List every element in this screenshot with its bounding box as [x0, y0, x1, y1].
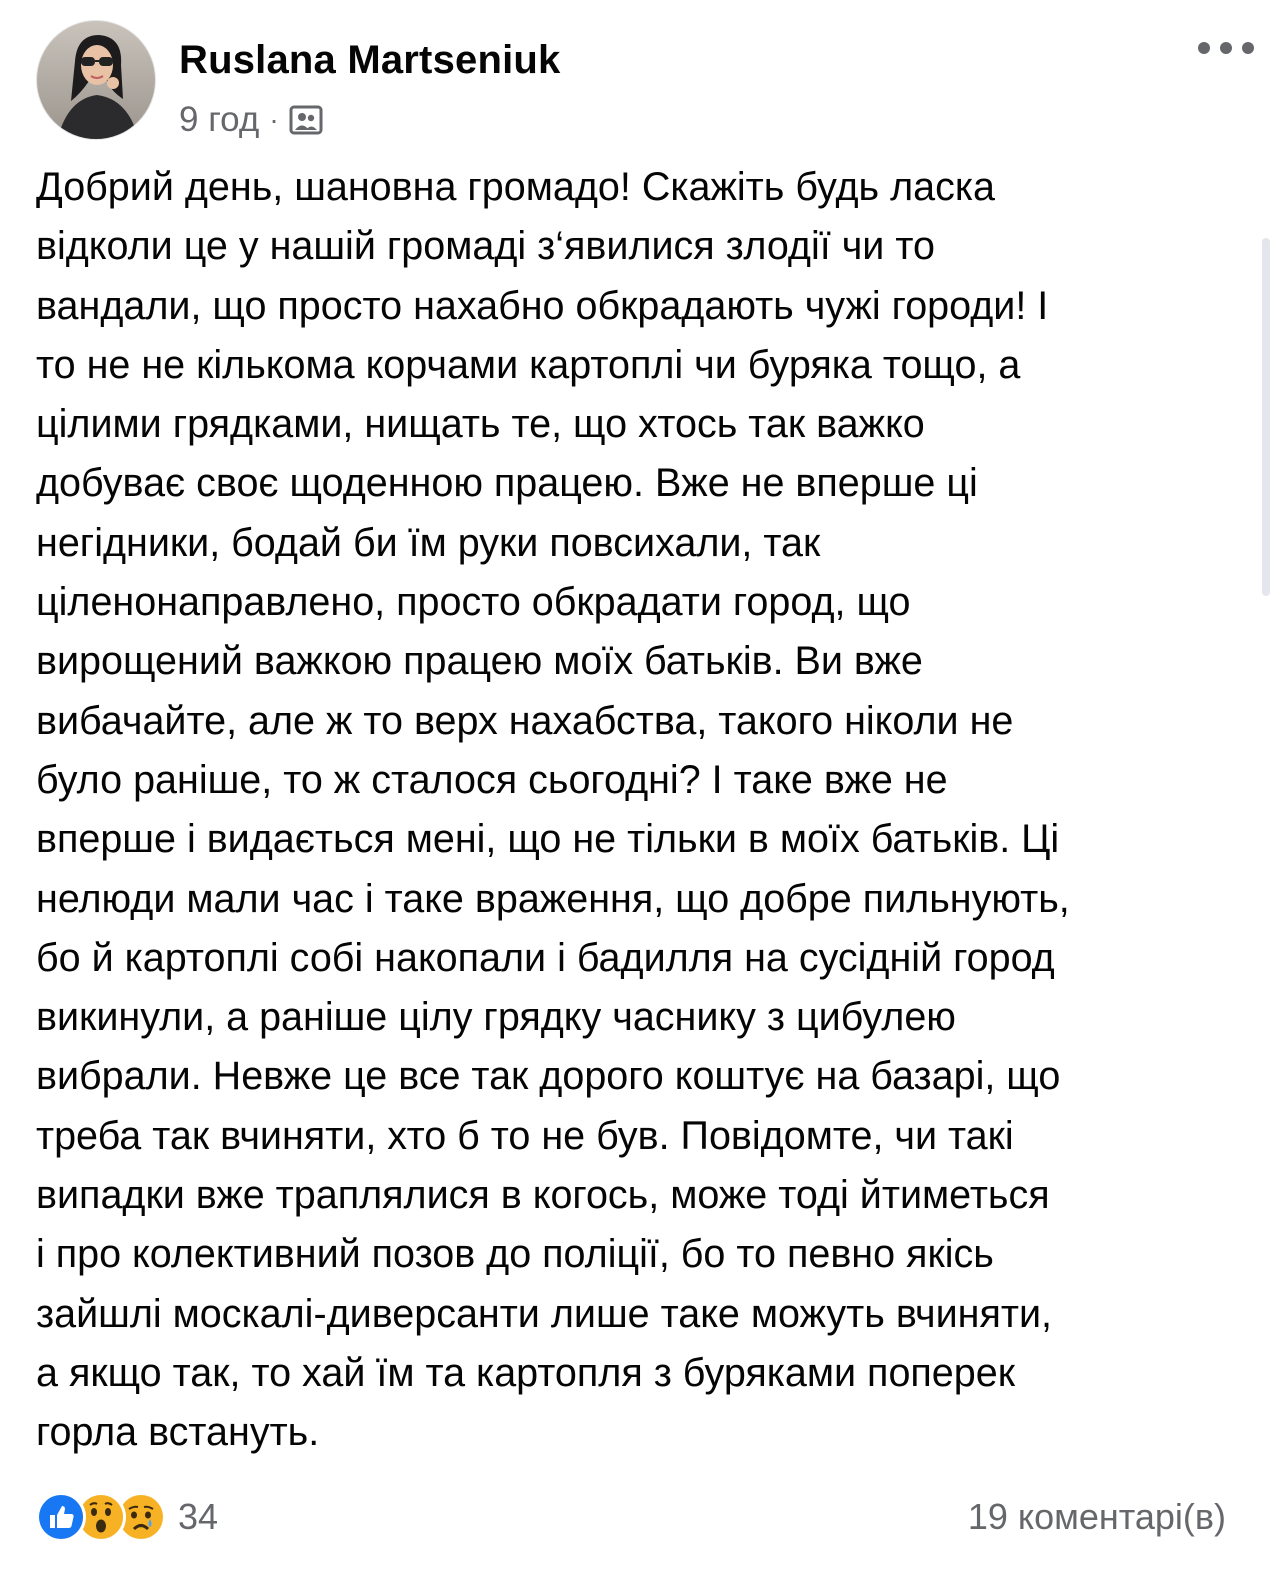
- post-text-line: вибрали. Невже це все так дорого коштує на базарі, що: [36, 1054, 1061, 1099]
- post-text-line: і про колективний позов до поліції, бо то певно якісь: [36, 1232, 994, 1277]
- scrollbar[interactable]: [1262, 238, 1270, 596]
- post-body: [36, 158, 1246, 1463]
- post-time[interactable]: 9 год: [179, 100, 260, 139]
- more-dot: [1198, 42, 1210, 54]
- post-meta: [179, 98, 323, 142]
- reactions-summary[interactable]: [36, 1490, 218, 1544]
- post-text-line: вандали, що просто нахабно обкрадають чужі городи! І: [36, 283, 1049, 328]
- meta-separator: ·: [269, 104, 279, 135]
- author-avatar[interactable]: [36, 20, 156, 140]
- post-text-line: вибачайте, але ж то верх нахабства, такого ніколи не: [36, 698, 1014, 743]
- post-text-line: горла встануть.: [36, 1410, 320, 1455]
- more-dot: [1220, 42, 1232, 54]
- reactions-count: 34: [178, 1496, 219, 1537]
- post-text-line: вперше і видається мені, що не тільки в моїх батьків. Ці: [36, 817, 1060, 862]
- post-text-line: треба так вчиняти, хто б то не був. Повідомте, чи такі: [36, 1113, 1014, 1158]
- post-text-line: Добрий день, шановна громадо! Скажіть будь ласка: [36, 165, 995, 209]
- post-text-line: ціленонаправлено, просто обкрадати город, що: [36, 580, 911, 625]
- like-icon: [36, 1492, 86, 1542]
- more-options-button[interactable]: [1198, 30, 1254, 66]
- post-header: [36, 20, 1254, 140]
- post-text-line: зайшлі москалі-диверсанти лише таке можуть вчиняти,: [36, 1291, 1053, 1336]
- post-text-line: вирощений важкою працею моїх батьків. Ви вже: [36, 639, 923, 684]
- post-text-line: відколи це у нашій громаді з‘явилися злодії чи то: [36, 224, 935, 269]
- post-text-line: було раніше, то ж сталося сьогодні? І таке вже не: [36, 757, 948, 802]
- group-members-icon: [289, 103, 323, 137]
- post-text-line: випадки вже траплялися в когось, може тоді йтиметься: [36, 1173, 1050, 1218]
- post-text-line: викинули, а раніше цілу грядку часнику з цибулею: [36, 995, 956, 1040]
- comments-count-link[interactable]: 19 коментарі(в): [967, 1496, 1226, 1537]
- post-text-line: то не не кількома корчами картоплі чи буряка тощо, а: [36, 342, 1021, 387]
- post-text-line: добуває своє щоденною працею. Вже не вперше ці: [36, 461, 978, 506]
- post-text-line: бо й картоплі собі накопали і бадилля на сусідній город: [36, 935, 1055, 980]
- post-text-line: цілими грядками, нищать те, що хтось так важко: [36, 402, 925, 447]
- author-name[interactable]: Ruslana Martseniuk: [179, 38, 561, 82]
- post-footer: [36, 1490, 1226, 1550]
- post-text-line: негідники, бодай би їм руки повсихали, так: [36, 520, 821, 565]
- more-dot: [1242, 42, 1254, 54]
- post-text-line: нелюди мали час і таке враження, що добре пильнують,: [36, 876, 1070, 921]
- post-text-line: а якщо так, то хай їм та картопля з буряками поперек: [36, 1350, 1015, 1395]
